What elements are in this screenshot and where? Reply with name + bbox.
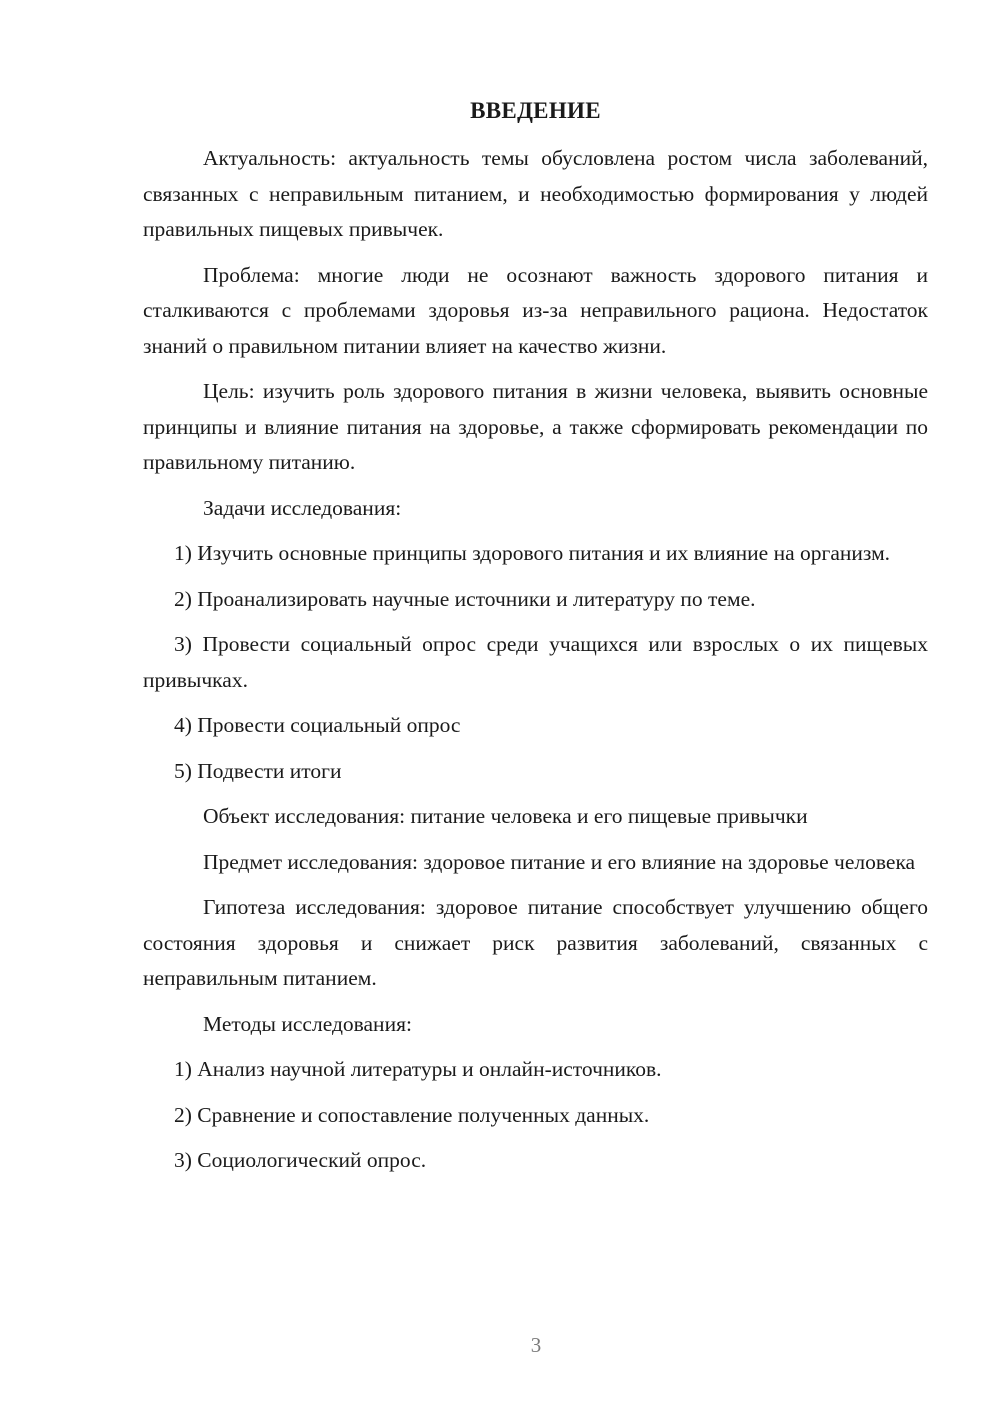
hypothesis-paragraph: Гипотеза исследования: здоровое питание способствует улучшению общего состояния здоровья и снижает риск развития заболеваний, связанных с неправильным питанием.: [143, 895, 928, 990]
methods-heading: Методы исследования:: [203, 1011, 412, 1036]
task-item-1: 1) Изучить основные принципы здорового питания и их влияние на организм.: [174, 541, 891, 565]
method-item-3: 3) Социологический опрос.: [174, 1148, 427, 1172]
task-item-3: 3) Провести социальный опрос среди учащихся или взрослых о их пищевых привычках.: [143, 632, 928, 692]
problem-paragraph: Проблема: многие люди не осознают важность здорового питания и сталкиваются с проблемами здоровья из-за неправильного рациона. Недостаток знаний о правильном питании влияет на качество жизни.: [143, 262, 928, 358]
task-item-2: 2) Проанализировать научные источники и литературу по теме.: [174, 586, 756, 611]
relevance-paragraph: Актуальность: актуальность темы обусловлена ростом числа заболеваний, связанных с неправильным питанием, и необходимостью формирования у людей правильных пищевых привычек.: [143, 146, 928, 241]
object-paragraph: Объект исследования: питание человека и его пищевые привычки: [203, 804, 808, 828]
document-body: [143, 94, 928, 1189]
subject-paragraph: Предмет исследования: здоровое питание и его влияние на здоровье человека: [203, 849, 916, 874]
section-title: ВВЕДЕНИЕ: [470, 98, 601, 123]
task-item-5: 5) Подвести итоги: [174, 758, 342, 783]
method-item-1: 1) Анализ научной литературы и онлайн-источников.: [174, 1057, 662, 1081]
goal-paragraph: Цель: изучить роль здорового питания в жизни человека, выявить основные принципы и влияние питания на здоровье, а также сформировать рекомендации по правильному питанию.: [143, 379, 928, 474]
method-item-2: 2) Сравнение и сопоставление полученных данных.: [174, 1102, 650, 1127]
task-item-4: 4) Провести социальный опрос: [174, 713, 461, 737]
page-number: 3: [530, 1333, 542, 1357]
tasks-heading: Задачи исследования:: [203, 495, 402, 520]
